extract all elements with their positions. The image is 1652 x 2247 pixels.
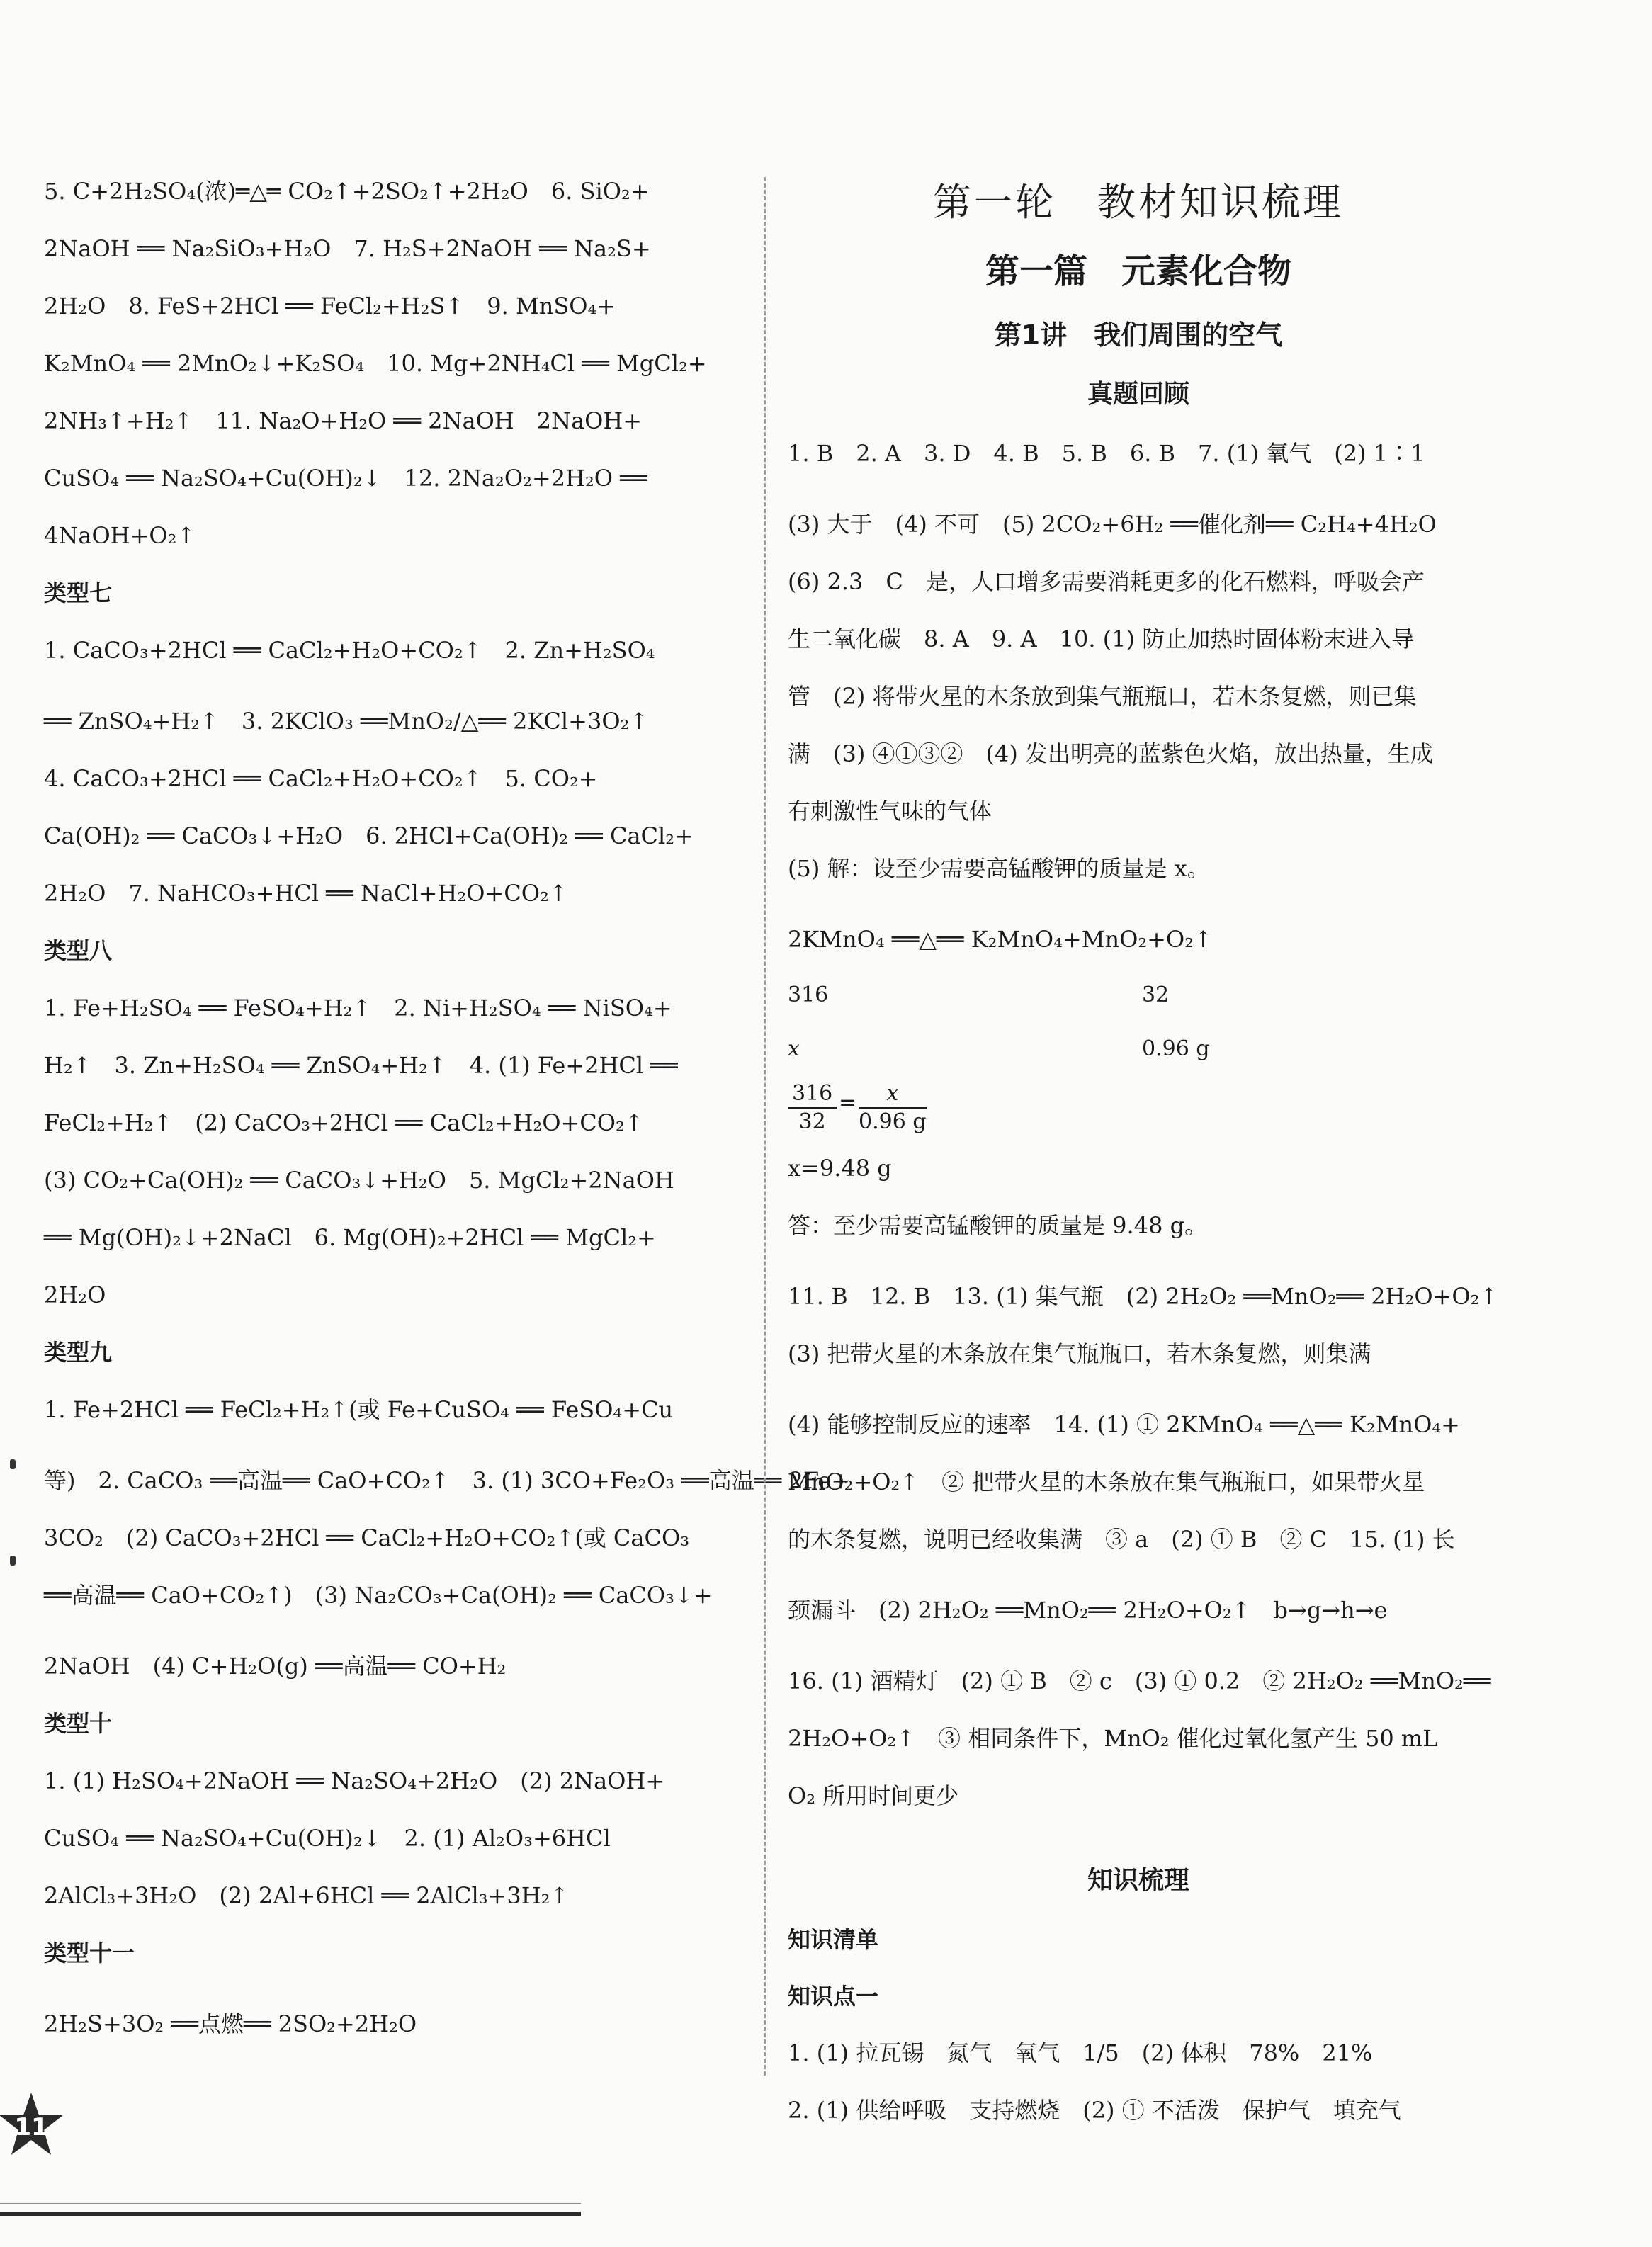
- text-line: 等) 2. CaCO₃ ══高温══ CaO+CO₂↑ 3. (1) 3CO+Fe₂O₃ ══高温══ 2Fe+: [44, 1467, 851, 1494]
- text-line: (4) 能够控制反应的速率 14. (1) ① 2KMnO₄ ══△══ K₂MnO₄+: [788, 1411, 1460, 1438]
- lesson-title: 第1讲 我们周围的空气: [994, 319, 1283, 351]
- section-heading-type8: 类型八: [44, 937, 113, 964]
- text-line: 2H₂S+3O₂ ══点燃══ 2SO₂+2H₂O: [44, 2010, 417, 2037]
- fraction-denominator: 32: [798, 1109, 826, 1134]
- calc-result: x=9.48 g: [788, 1155, 892, 1182]
- text-line: FeCl₂+H₂↑ (2) CaCO₃+2HCl ══ CaCl₂+H₂O+CO₂↑: [44, 1109, 644, 1136]
- footer-rule: [0, 2212, 581, 2216]
- section-heading-type10: 类型十: [44, 1710, 113, 1737]
- text-line: H₂↑ 3. Zn+H₂SO₄ ══ ZnSO₄+H₂↑ 4. (1) Fe+2HCl ══: [44, 1052, 678, 1079]
- text-line: ══高温══ CaO+CO₂↑) (3) Na₂CO₃+Ca(OH)₂ ══ CaCO₃↓+: [44, 1582, 713, 1609]
- calc-value: 32: [1142, 983, 1170, 1007]
- text-line: 颈漏斗 (2) 2H₂O₂ ══MnO₂══ 2H₂O+O₂↑ b→g→h→e: [788, 1597, 1388, 1624]
- fraction: [788, 1080, 837, 1136]
- text-line: MnO₂+O₂↑ ② 把带火星的木条放在集气瓶瓶口，如果带火星: [788, 1468, 1425, 1495]
- text-line: K₂MnO₄ ══ 2MnO₂↓+K₂SO₄ 10. Mg+2NH₄Cl ══ MgCl₂+: [44, 350, 707, 377]
- text-line: (3) 把带火星的木条放在集气瓶瓶口，若木条复燃，则集满: [788, 1340, 1371, 1367]
- calc-row: [788, 1022, 1489, 1076]
- calc-value: x: [788, 1036, 800, 1061]
- section-heading-type11: 类型十一: [44, 1940, 135, 1966]
- text-line: 1. B 2. A 3. D 4. B 5. B 6. B 7. (1) 氧气 (2) 1∶1: [788, 440, 1425, 467]
- text-line: CuSO₄ ══ Na₂SO₄+Cu(OH)₂↓ 12. 2Na₂O₂+2H₂O ══: [44, 465, 647, 492]
- text-line: 管 (2) 将带火星的木条放到集气瓶瓶口，若木条复燃，则已集: [788, 683, 1417, 710]
- text-line: 5. C+2H₂SO₄(浓)═△═ CO₂↑+2SO₂↑+2H₂O 6. SiO₂+: [44, 178, 650, 205]
- part-title: 第一篇 元素化合物: [985, 251, 1291, 291]
- equals-sign: =: [839, 1090, 857, 1115]
- text-line: 2NaOH (4) C+H₂O(g) ══高温══ CO+H₂: [44, 1653, 507, 1680]
- text-line: Ca(OH)₂ ══ CaCO₃↓+H₂O 6. 2HCl+Ca(OH)₂ ══ CaCl₂+: [44, 822, 694, 849]
- fraction-denominator: 0.96 g: [859, 1109, 927, 1134]
- calc-row: [788, 968, 1489, 1022]
- text-line: 2H₂O+O₂↑ ③ 相同条件下，MnO₂ 催化过氧化氢产生 50 mL: [788, 1725, 1438, 1752]
- text-line: 11. B 12. B 13. (1) 集气瓶 (2) 2H₂O₂ ══MnO₂══ 2H₂O+O₂↑: [788, 1283, 1499, 1310]
- section-heading-type7: 类型七: [44, 579, 113, 606]
- text-line: (6) 2.3 C 是，人口增多需要消耗更多的化石燃料，呼吸会产: [788, 568, 1425, 595]
- text-line: (3) 大于 (4) 不可 (5) 2CO₂+6H₂ ══催化剂══ C₂H₄+4H₂O: [788, 511, 1437, 538]
- text-line: 满 (3) ④①③② (4) 发出明亮的蓝紫色火焰，放出热量，生成: [788, 740, 1434, 767]
- fraction: [859, 1080, 927, 1136]
- text-line: (3) CO₂+Ca(OH)₂ ══ CaCO₃↓+H₂O 5. MgCl₂+2NaOH: [44, 1167, 674, 1194]
- knowledge-list-heading: 知识清单: [788, 1926, 879, 1953]
- review-heading: 真题回顾: [1087, 380, 1189, 409]
- knowledge-point-heading: 知识点一: [788, 1983, 879, 2010]
- text-line: 2NH₃↑+H₂↑ 11. Na₂O+H₂O ══ 2NaOH 2NaOH+: [44, 407, 643, 434]
- text-line: O₂ 所用时间更少: [788, 1782, 959, 1809]
- text-line: 4. CaCO₃+2HCl ══ CaCl₂+H₂O+CO₂↑ 5. CO₂+: [44, 765, 598, 792]
- text-line: 生二氧化碳 8. A 9. A 10. (1) 防止加热时固体粉末进入导: [788, 626, 1415, 652]
- text-line: 2NaOH ══ Na₂SiO₃+H₂O 7. H₂S+2NaOH ══ Na₂S+: [44, 235, 651, 262]
- text-line: 2H₂O 8. FeS+2HCl ══ FeCl₂+H₂S↑ 9. MnSO₄+: [44, 293, 616, 319]
- proportion-equation: [788, 1076, 1489, 1140]
- text-line: 1. CaCO₃+2HCl ══ CaCl₂+H₂O+CO₂↑ 2. Zn+H₂SO₄: [44, 637, 655, 664]
- text-line: 16. (1) 酒精灯 (2) ① B ② c (3) ① 0.2 ② 2H₂O₂ ══MnO₂══: [788, 1668, 1491, 1694]
- binding-mark: [10, 1556, 16, 1566]
- calc-value: 0.96 g: [1142, 1036, 1210, 1061]
- page-number-badge: [0, 2090, 67, 2161]
- text-line: 1. Fe+2HCl ══ FeCl₂+H₂↑(或 Fe+CuSO₄ ══ FeSO₄+Cu: [44, 1396, 674, 1423]
- footer-rule: [0, 2203, 581, 2204]
- text-line: (5) 解：设至少需要高锰酸钾的质量是 x。: [788, 855, 1210, 882]
- calc-value: 316: [788, 983, 829, 1007]
- text-line: 的木条复燃，说明已经收集满 ③ a (2) ① B ② C 15. (1) 长: [788, 1526, 1455, 1553]
- text-line: 1. (1) 拉瓦锡 氮气 氧气 1/5 (2) 体积 78% 21%: [788, 2039, 1373, 2066]
- column-divider: [764, 177, 766, 2076]
- page-number: 11: [14, 2113, 48, 2141]
- text-line: 3CO₂ (2) CaCO₃+2HCl ══ CaCl₂+H₂O+CO₂↑(或 CaCO₃: [44, 1524, 690, 1551]
- text-line: 4NaOH+O₂↑: [44, 522, 196, 549]
- section-heading-type9: 类型九: [44, 1339, 113, 1366]
- text-line: 2AlCl₃+3H₂O (2) 2Al+6HCl ══ 2AlCl₃+3H₂↑: [44, 1882, 570, 1909]
- fraction-numerator: x: [859, 1080, 927, 1109]
- text-line: 1. Fe+H₂SO₄ ══ FeSO₄+H₂↑ 2. Ni+H₂SO₄ ══ NiSO₄+: [44, 995, 672, 1021]
- text-line: 2H₂O: [44, 1281, 106, 1308]
- fraction-numerator: 316: [788, 1080, 837, 1109]
- right-column: [788, 163, 1499, 2139]
- text-line: CuSO₄ ══ Na₂SO₄+Cu(OH)₂↓ 2. (1) Al₂O₃+6HCl: [44, 1825, 611, 1852]
- calc-answer: 答：至少需要高锰酸钾的质量是 9.48 g。: [788, 1212, 1208, 1239]
- text-line: ══ ZnSO₄+H₂↑ 3. 2KClO₃ ══MnO₂/△══ 2KCl+3O₂↑: [44, 708, 649, 735]
- text-line: 2H₂O 7. NaHCO₃+HCl ══ NaCl+H₂O+CO₂↑: [44, 880, 568, 907]
- star-badge-icon: [0, 2090, 67, 2161]
- text-line: 有刺激性气味的气体: [788, 798, 992, 825]
- knowledge-heading: 知识梳理: [1087, 1866, 1189, 1895]
- binding-mark: [10, 1459, 16, 1469]
- text-line: 2KMnO₄ ══△══ K₂MnO₄+MnO₂+O₂↑: [788, 926, 1213, 953]
- text-line: ══ Mg(OH)₂↓+2NaCl 6. Mg(OH)₂+2HCl ══ MgCl₂+: [44, 1224, 656, 1251]
- text-line: 1. (1) H₂SO₄+2NaOH ══ Na₂SO₄+2H₂O (2) 2NaOH+: [44, 1767, 665, 1794]
- text-line: 2. (1) 供给呼吸 支持燃烧 (2) ① 不活泼 保护气 填充气: [788, 2097, 1401, 2124]
- round-title: 第一轮 教材知识梳理: [933, 180, 1344, 225]
